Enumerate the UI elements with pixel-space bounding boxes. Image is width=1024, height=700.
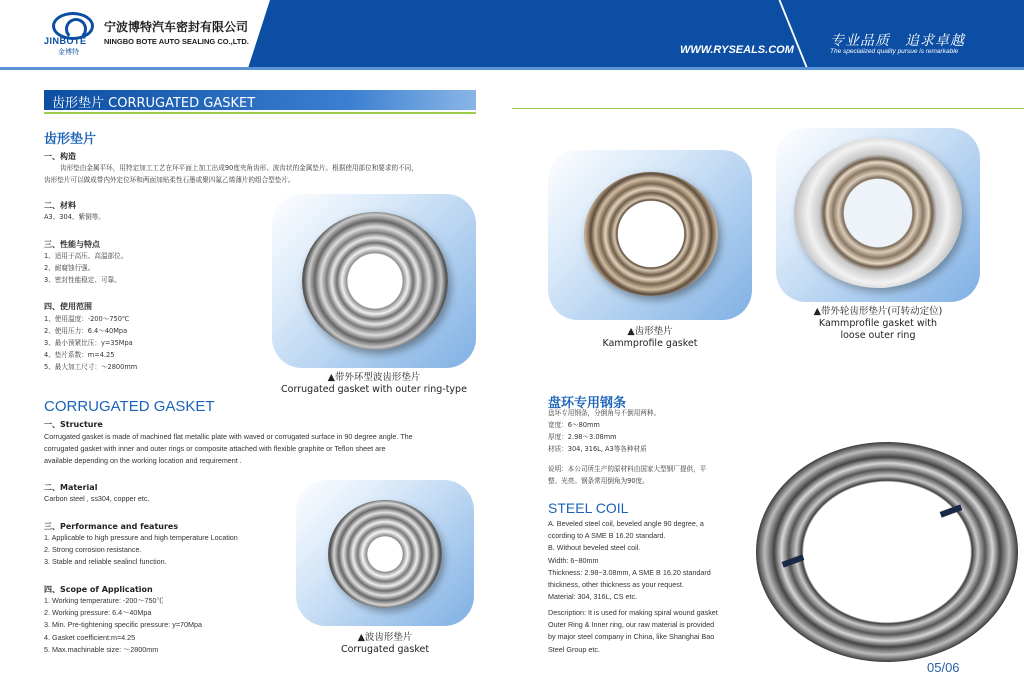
- spec-line: 材质：304, 316L, A3等各种材质: [548, 445, 647, 453]
- desc-line: by major steel company in China, like Shanghai Bao: [548, 632, 715, 642]
- photo-kammprofile-loose-ring: [776, 128, 980, 302]
- header-stripe: [0, 67, 1024, 70]
- structure-line: 齿形垫由金属平环，用特定加工工艺在环平面上加工出成90度夹角齿形、波齿状的金属垫片。根据使用部位和要求的不同，: [60, 164, 418, 172]
- heading-en: CORRUGATED GASKET: [44, 398, 215, 415]
- list-item: 3. Stable and reliable sealincl function.: [44, 557, 167, 567]
- scope-title-cn: 四、使用范围: [44, 302, 92, 311]
- structure-title-en: 一、Structure: [44, 420, 103, 429]
- scope-list-en: [44, 595, 202, 656]
- coil-heading-cn: 盘环专用钢条: [548, 396, 627, 411]
- structure-line: corrugated gasket with inner and outer rings or composite attached with flexible graphite or Teflon sheet are: [44, 444, 386, 454]
- spec-line: 厚度：2.98～3.08mm: [548, 433, 617, 441]
- photo3-caption: [548, 326, 752, 350]
- section-title-bar: [44, 90, 476, 110]
- spec-line: thickness, other thickness as your request.: [548, 580, 684, 590]
- list-item: 1、适用于高压、高温部位。: [44, 252, 128, 260]
- coil-spec-en: [548, 518, 711, 603]
- website-url: WWW.RYSEALS.COM: [680, 44, 794, 56]
- photo4-caption: [776, 306, 980, 342]
- caption-en: Kammprofile gasket: [602, 338, 698, 349]
- material-body-cn: A3、304、紫铜等。: [44, 213, 105, 221]
- scope-list-cn: [44, 313, 137, 373]
- spec-line: 盘环专用钢条，分倒角与不倒用两种。: [548, 409, 661, 417]
- structure-line: Corrugated gasket is made of machined flat metallic plate with waved or corrugated surface in 90 degree angle. The: [44, 432, 413, 441]
- logo-subtext: 金博特: [58, 48, 79, 56]
- material-body-en: Carbon steel , ss304, copper etc.: [44, 494, 150, 503]
- desc-line: Steel Group etc.: [548, 644, 600, 654]
- structure-title-cn: 一、构造: [44, 152, 76, 161]
- desc-line: Outer Ring & Inner ring, our raw material is provided: [548, 620, 715, 630]
- caption-cn: ▲齿形垫片: [627, 326, 673, 337]
- logo-text: JINBOTE: [44, 36, 87, 46]
- slogan-cn: 专业品质 追求卓越: [830, 33, 965, 49]
- list-item: 1. Applicable to high pressure and high temperature Location: [44, 533, 238, 542]
- right-page-rule: [512, 108, 1024, 109]
- photo-corrugated-gasket: [296, 480, 474, 626]
- structure-line: available depending on the working location and requirement .: [44, 456, 242, 466]
- section-title-underline: [44, 112, 476, 114]
- features-list-cn: [44, 250, 127, 286]
- note-line: 说明：本公司所生产的原材料由国家大型钢厂提供，平: [548, 465, 707, 473]
- note-line: 整、光亮。钢条常用倒角为90度。: [548, 477, 649, 485]
- list-item: 3、密封性能稳定、可靠。: [44, 276, 121, 284]
- structure-body-en: [44, 431, 484, 468]
- company-name-en: NINGBO BOTE AUTO SEALING CO.,LTD.: [104, 37, 249, 46]
- gasket-image: [584, 172, 718, 296]
- list-item: 2、耐腐蚀行强。: [44, 264, 95, 272]
- gasket-image: [302, 212, 448, 350]
- structure-line: 齿形垫片可以做成带内外定位环和两面加贴柔性石墨或聚四氟乙烯薄片的组合型垫片。: [44, 176, 295, 184]
- coil-spec-cn: [548, 407, 660, 455]
- coil-description-en: [548, 607, 718, 656]
- features-title-en: 三、Performance and features: [44, 522, 179, 531]
- gasket-image: [794, 138, 962, 288]
- coil-heading-en: STEEL COIL: [548, 500, 629, 516]
- spec-line: Width: 6~80mm: [548, 555, 599, 565]
- desc-line: Description: It is used for making spiral wound gasket: [548, 608, 718, 617]
- list-item: 2、使用压力：6.4～40Mpa: [44, 327, 128, 335]
- company-name-cn: 宁波博特汽车密封有限公司: [104, 20, 249, 34]
- photo2-caption: [296, 632, 474, 656]
- list-item: 1、使用温度：-200～750℃: [44, 315, 130, 323]
- caption-cn: ▲带外轮齿形垫片(可转动定位): [813, 306, 943, 317]
- list-item: 5、最大加工尺寸：～2800mm: [44, 363, 138, 371]
- coil-note-cn: [548, 463, 706, 487]
- spec-line: B. Without beveled steel coil.: [548, 543, 641, 553]
- material-title-cn: 二、材料: [44, 201, 76, 210]
- spec-line: Thickness: 2.98~3.08mm, A SME B 16.20 standard: [548, 567, 711, 577]
- gasket-image: [328, 500, 442, 608]
- structure-body-cn: [44, 162, 484, 186]
- slogan-en: The specialized quality pursue is remarkable: [830, 48, 959, 55]
- caption-en: loose outer ring: [840, 330, 916, 341]
- list-item: 3. Min. Pre-tightening specific pressure: y=70Mpa: [44, 620, 203, 630]
- caption-en: Corrugated gasket: [340, 644, 430, 655]
- caption-en: Corrugated gasket with outer ring-type: [281, 384, 467, 395]
- scope-title-en: 四、Scope of Application: [44, 585, 153, 594]
- spec-line: 宽度：6～80mm: [548, 421, 600, 429]
- list-item: 4. Gasket coefficient:m=4.25: [44, 632, 136, 642]
- caption-cn: ▲带外环型波齿形垫片: [327, 372, 421, 383]
- photo-kammprofile-gasket: [548, 150, 752, 320]
- list-item: 3、最小预紧比压：y=35Mpa: [44, 339, 133, 347]
- page-number: 05/06: [927, 660, 960, 675]
- spec-line: A. Beveled steel coil, beveled angle 90 degree, a: [548, 519, 704, 528]
- list-item: 5. Max.machinable size: ～2800mm: [44, 644, 159, 654]
- spec-line: ccording to A SME B 16.20 standard.: [548, 531, 666, 541]
- list-item: 2. Strong corrosion resistance.: [44, 545, 142, 555]
- list-item: 1. Working temperature: -200～750℃: [44, 596, 164, 605]
- list-item: 2. Working pressure: 6.4～40Mpa: [44, 608, 152, 618]
- heading-cn: 齿形垫片: [44, 132, 97, 147]
- coil-ring: [756, 442, 1018, 662]
- features-list-en: [44, 532, 238, 569]
- steel-coil-image: [752, 438, 1024, 670]
- spec-line: Material: 304, 316L, CS etc.: [548, 592, 638, 602]
- material-title-en: 二、Material: [44, 483, 98, 492]
- photo1-caption: [272, 372, 476, 396]
- section-title: 齿形垫片 CORRUGATED GASKET: [52, 96, 256, 111]
- list-item: 4、垫片系数：m=4.25: [44, 351, 115, 359]
- caption-cn: ▲波齿形垫片: [357, 632, 413, 643]
- features-title-cn: 三、性能与特点: [44, 240, 100, 249]
- caption-en: Kammprofile gasket with: [818, 318, 938, 329]
- photo-corrugated-outer-ring: [272, 194, 476, 368]
